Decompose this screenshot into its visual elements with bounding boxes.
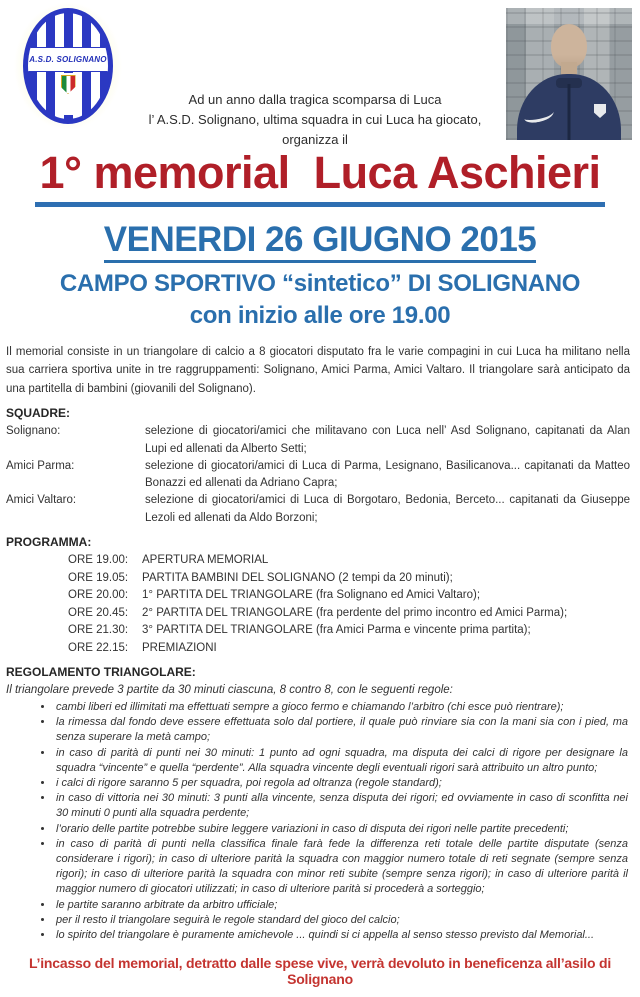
programma-event: APERTURA MEMORIAL [142, 554, 269, 566]
regolamento-rules-list [0, 700, 640, 943]
charity-note: L’incasso del memorial, detratto dalle spese vive, verrà devoluto in beneficenza all’asilo di Solignano [28, 955, 612, 988]
squadra-row [0, 458, 640, 493]
event-date [0, 221, 640, 260]
rule-item: • in caso di parità di punti nei 30 minuti: 1 punto ad ogni squadra, ma disputa dei calci di rigore per designare la squadra “vincente” e quella “perdente”. Alla squadra vincente degli eventuali rigori sarà attribuito un altro punto; [54, 746, 628, 776]
crest-shield-zone [57, 73, 79, 115]
programma-event: 1° PARTITA DEL TRIANGOLARE (fra Solignano ed Amici Valtaro); [142, 589, 481, 601]
divider-rule [35, 202, 605, 207]
club-crest-icon [23, 8, 113, 124]
intro-text [128, 90, 502, 150]
rule-item: • in caso di vittoria nei 30 minuti: 3 punti alla vincente, senza disputa dei rigori; ed ovviamente in caso di sconfitta nei 30 minuti 0 punti alla squadra perdente; [54, 791, 628, 821]
description-paragraph: Il memorial consiste in un triangolare di calcio a 8 giocatori disputato fra le varie compagini in cui Luca ha militano nella sua carriera sportiva unite in tre raggruppamenti: Solignano, Amici Parma, Amici Valtaro. Il triangolare sarà anticipato da una partitella di bambini (giovanili del Solignano). [6, 346, 630, 395]
programma-row [0, 622, 640, 640]
programma-event: 3° PARTITA DEL TRIANGOLARE (fra Amici Parma e vincente prima partita); [142, 624, 531, 636]
rule-item: • cambi liberi ed illimitati ma effettuati sempre a gioco fermo e chiamando l’arbitro (chi esce può rientrare); [54, 700, 628, 715]
programma-row [0, 640, 640, 658]
programma-row [0, 570, 640, 588]
programma-row [0, 552, 640, 570]
squadra-name: Amici Valtaro: [6, 494, 77, 507]
programma-event: PARTITA BAMBINI DEL SOLIGNANO (2 tempi da 20 minuti); [142, 571, 453, 584]
rule-item: • i calci di rigore saranno 5 per squadra, poi regola ad oltranza (regole standard); [54, 776, 628, 791]
photo-zipper [568, 84, 571, 140]
squadra-description: selezione di giocatori/amici di Luca di Borgotaro, Bedonia, Berceto... capitanati da Giuseppe Lezoli ed allenati da Aldo Borzoni; [145, 494, 630, 524]
intro-line-1: Ad un anno dalla tragica scomparsa di Luca [188, 92, 442, 107]
club-logo [14, 2, 122, 130]
squadra-description: selezione di giocatori/amici che militavano con Luca nell’ Asd Solignano, capitanati da Alan Lupi ed allenati da Alberto Setti; [145, 425, 630, 455]
programma-time: ORE 20.45: [68, 606, 129, 619]
squadra-row [0, 423, 640, 458]
squadra-row [0, 492, 640, 527]
programma-heading: PROGRAMMA: [6, 535, 92, 549]
luca-photo [506, 8, 632, 140]
programma-row [0, 587, 640, 605]
programma-time: ORE 21.30: [68, 624, 129, 636]
event-start-time: con inizio alle ore 19.00 [189, 302, 451, 329]
event-date-text: VENERDI 26 GIUGNO 2015 [104, 220, 537, 263]
programma-row [0, 605, 640, 623]
programma-time: ORE 19.00: [68, 554, 129, 566]
regolamento-intro: Il triangolare prevede 3 partite da 30 minuti ciascuna, 8 contro 8, con le seguenti regole: [6, 684, 453, 696]
programma-event: PREMIAZIONI [142, 641, 217, 654]
programma-time: ORE 19.05: [68, 571, 129, 584]
rule-item: • lo spirito del triangolare è puramente amichevole ... quindi si ci appella al senso stesso previsto dal Memorial... [54, 928, 628, 943]
header [0, 0, 640, 147]
programma-list [0, 552, 640, 657]
rule-item: • l’orario delle partite potrebbe subire leggere variazioni in caso di disputa dei rigori nelle partite precedenti; [54, 822, 628, 837]
squadra-name: Solignano: [6, 425, 61, 438]
squadra-description: selezione di giocatori/amici di Luca di Parma, Lesignano, Basilicanova... capitanati da Matteo Bonazzi ed allenati da Adriano Capra; [145, 459, 630, 490]
rule-item: • la rimessa dal fondo deve essere effettuata solo dal portiere, il quale può rinviare sia con la mani sia con i pied, ma senza superare la metà campo; [54, 715, 628, 745]
club-name-label: A.S.D. SOLIGNANO [29, 55, 107, 64]
programma-event: 2° PARTITA DEL TRIANGOLARE (fra perdente del primo incontro ed Amici Parma); [142, 606, 568, 619]
crest-name-band [24, 47, 112, 72]
squadre-heading: SQUADRE: [6, 406, 71, 421]
regolamento-heading: REGOLAMENTO TRIANGOLARE: [6, 665, 196, 679]
memorial-title: 1° memorial Luca Aschieri [39, 147, 601, 198]
event-venue: CAMPO SPORTIVO “sintetico” DI SOLIGNANO [59, 270, 581, 297]
rule-item: • per il resto il triangolare seguirà le regole standard del gioco del calcio; [54, 913, 628, 928]
squadre-list [0, 423, 640, 527]
programma-time: ORE 20.00: [68, 589, 129, 601]
tricolor-shield-icon [61, 75, 76, 94]
squadra-name: Amici Parma: [6, 459, 75, 472]
intro-line-2: l’ A.S.D. Solignano, ultima squadra in cui Luca ha giocato, organizza il [148, 112, 482, 147]
rule-item: • le partite saranno arbitrate da arbitro ufficiale; [54, 898, 628, 913]
programma-time: ORE 22.15: [68, 641, 129, 654]
rule-item: • in caso di parità di punti nella classifica finale farà fede la differenza reti totale delle partite disputate (senza considerare i rigori); in caso di ulteriore parità la squadra con maggior numero totale di reti segnate (sempre senza rigori); in caso di ulteriore parità la squadra con minor reti subite (sempre senza rigori); in caso di ulteriore parità il maggior numero di giocatori utilizzati; in caso di ulteriore parità si procederà a sorteggio; [54, 837, 628, 898]
